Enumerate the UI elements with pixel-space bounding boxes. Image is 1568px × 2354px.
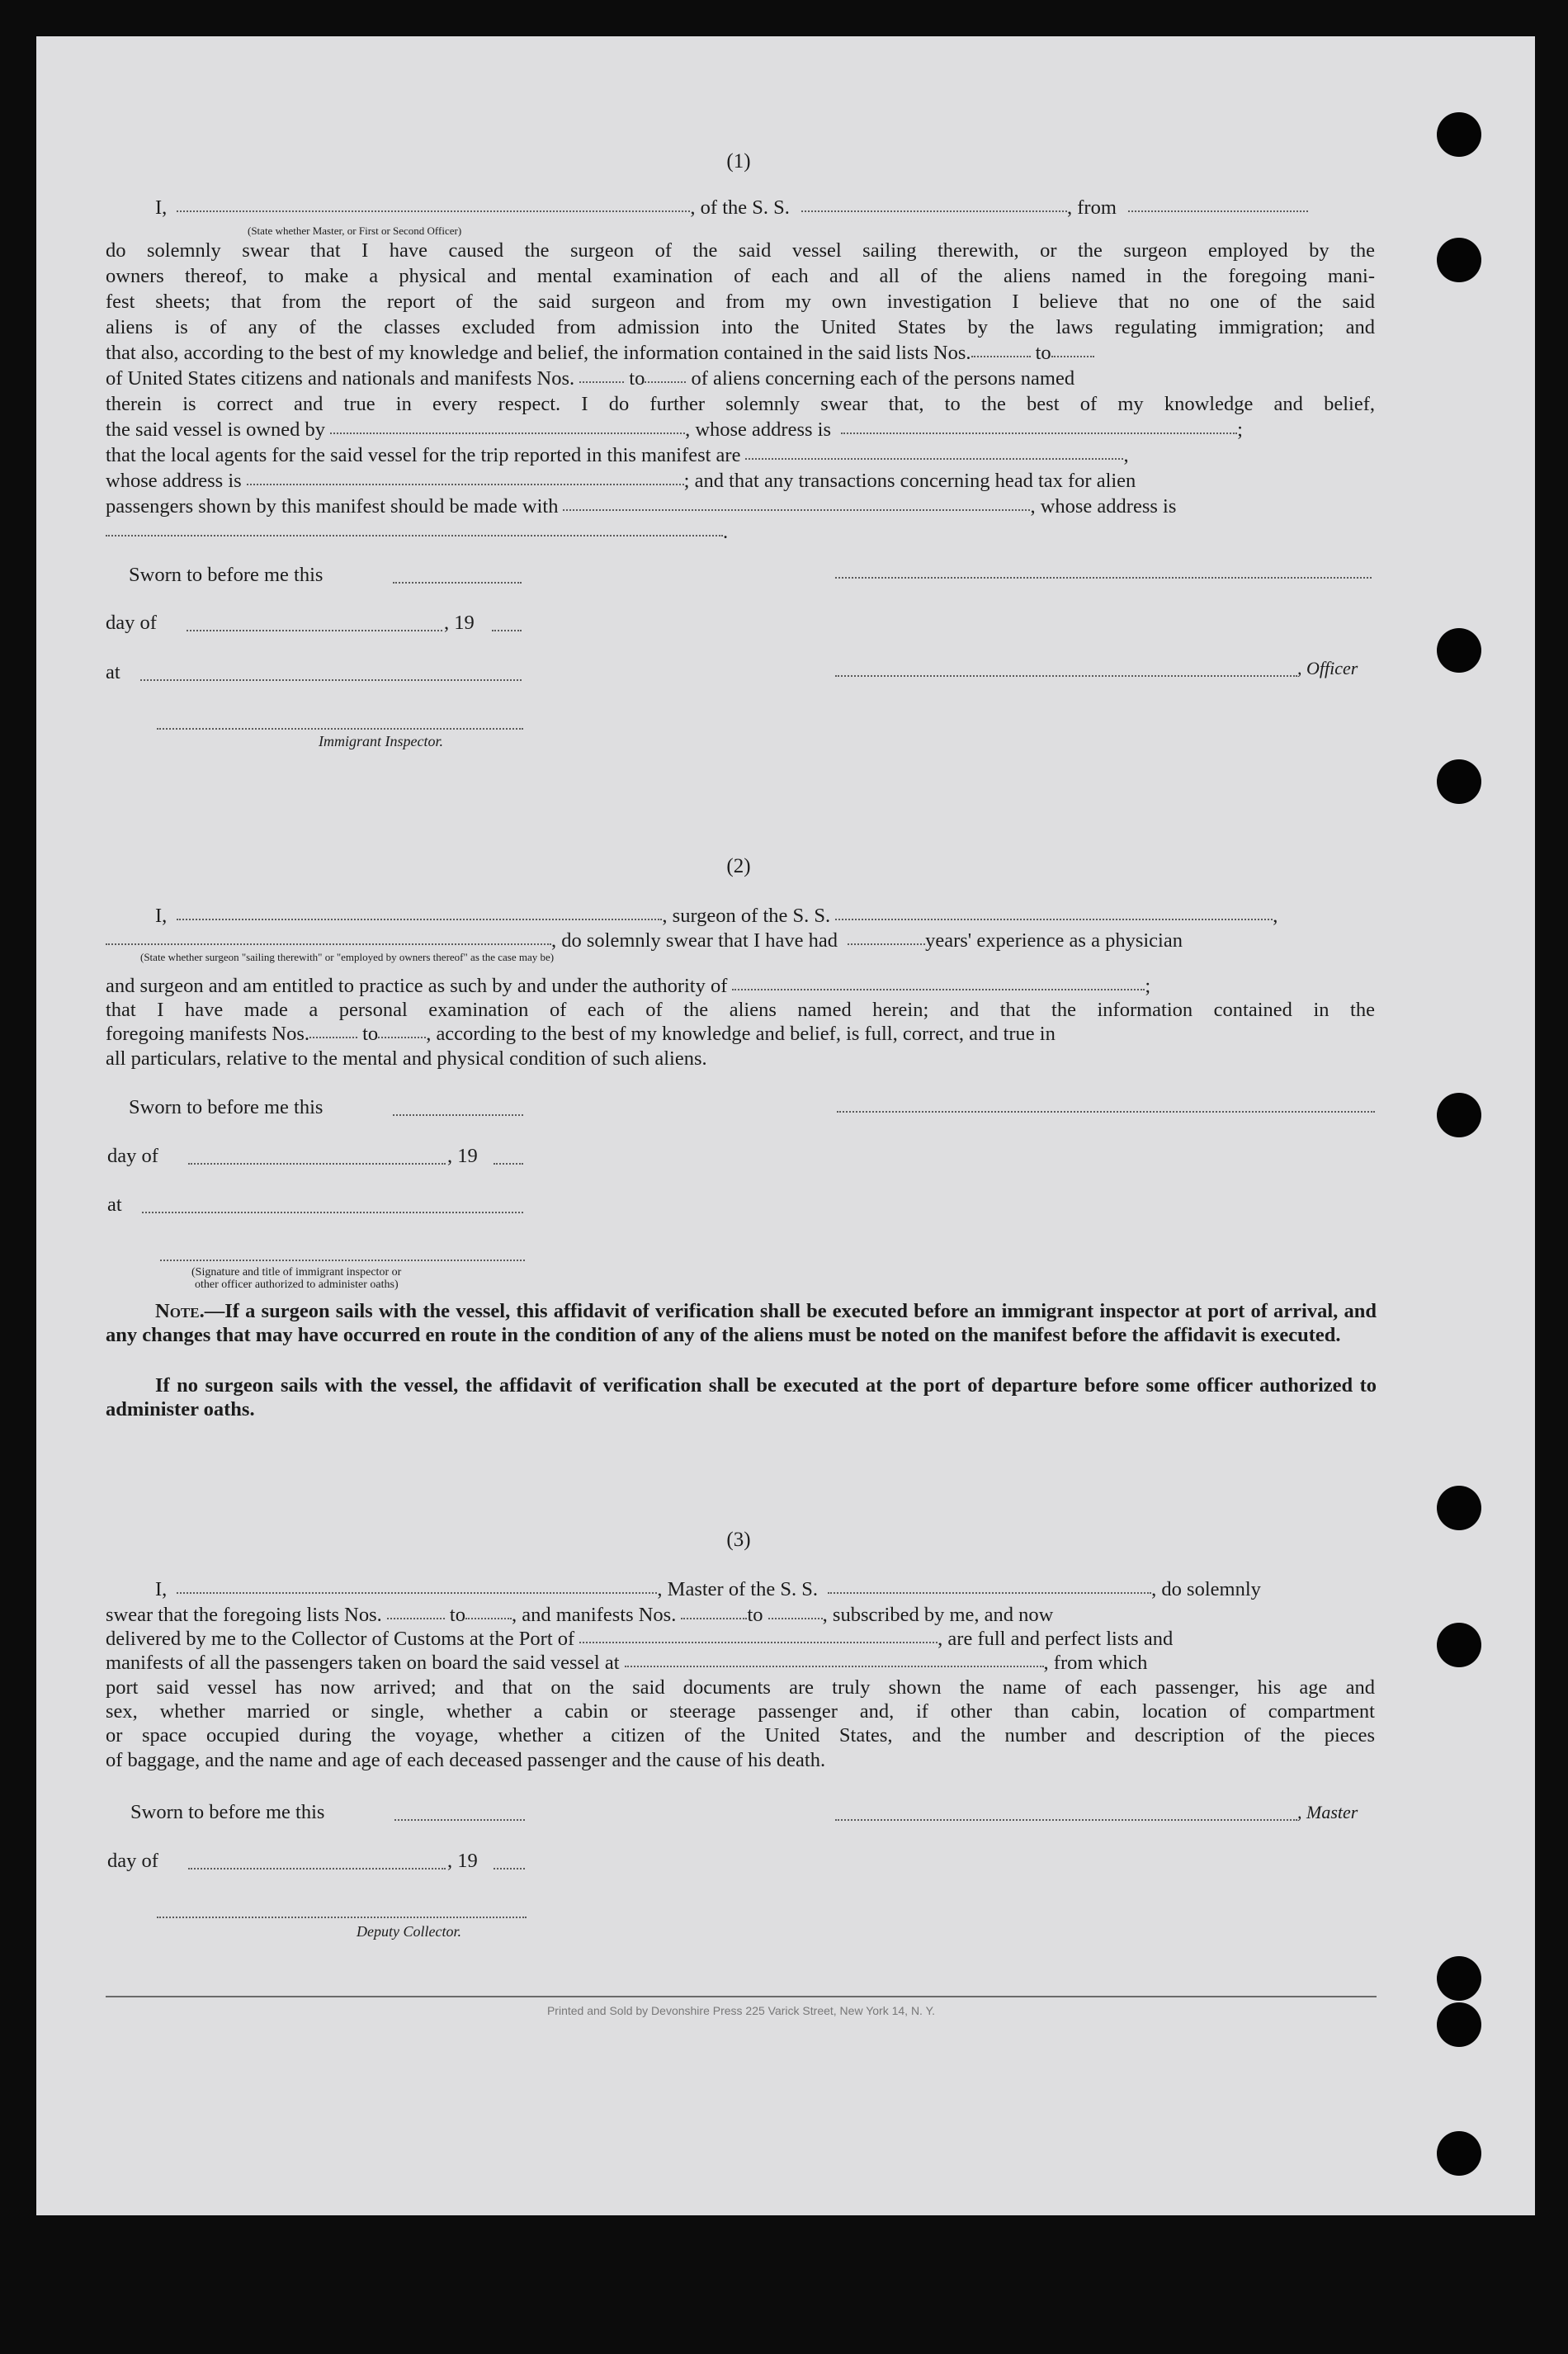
s1-line-9: the said vessel is owned by , whose address is ; (106, 418, 1243, 441)
s3-line-8: of baggage, and the name and age of each deceased passenger and the cause of his death. (106, 1749, 826, 1771)
s2-line-2: , do solemnly swear that I have had years' experience as a physician (106, 928, 1375, 953)
s2-signature-line (837, 1111, 1375, 1113)
s1-line-8: therein is correct and true in every respect. I do further solemnly swear that, to the best of my knowledge and belief, (106, 393, 1375, 415)
s2-line-6: all particulars, relative to the mental and physical condition of such aliens. (106, 1047, 707, 1070)
section-2-heading: (2) (726, 855, 751, 877)
s2-line-4: that I have made a personal examination of each of the aliens named herein; and that the information contained in the (106, 999, 1375, 1021)
section-1-heading: (1) (726, 150, 751, 173)
s2-signer-caption-2: other officer authorized to administer oaths) (195, 1279, 399, 1291)
binder-hole (1437, 2002, 1481, 2047)
s3-line-7: or space occupied during the voyage, whether a citizen of the United States, and the number and description of the pieces (106, 1724, 1375, 1747)
s3-day-of-label: day of (107, 1850, 158, 1872)
s1-line-5: aliens is of any of the classes excluded from admission into the United States by the laws regulating immigration; and (106, 316, 1375, 338)
s1-line-1: I, , of the S. S. , from (106, 195, 1375, 220)
binder-hole (1437, 1623, 1481, 1667)
s2-day-of-label: day of (107, 1145, 158, 1167)
s3-line-2: swear that the foregoing lists Nos. to , and manifests Nos. to , subscribed by me, and now (106, 1604, 1054, 1626)
s2-line-5: foregoing manifests Nos. to , according to the best of my knowledge and belief, is full, correct, and true in (106, 1023, 1056, 1045)
s1-line-7: of United States citizens and nationals and manifests Nos. to of aliens concerning each of the persons named (106, 367, 1075, 390)
binder-hole (1437, 238, 1481, 282)
s3-line-1: I, , Master of the S. S. , do solemnly (155, 1578, 1261, 1600)
s1-officer-signature-line (835, 577, 1372, 579)
s1-officer-line (835, 675, 1297, 677)
s1-line-3: owners thereof, to make a physical and mental examination of each and all of the aliens named in the foregoing mani- (106, 265, 1375, 287)
s2-year-blank (494, 1163, 523, 1165)
s1-day-of-label: day of (106, 612, 157, 634)
footer-rule (106, 1996, 1377, 1997)
s1-at-label: at (106, 661, 120, 683)
s2-signer-caption-1: (Signature and title of immigrant inspector or (191, 1266, 402, 1279)
s3-day-of-blank (188, 1868, 446, 1869)
s1-inspector-signature-line (157, 728, 523, 730)
s2-year-label: , 19 (447, 1145, 478, 1167)
s3-line-5: port said vessel has now arrived; and that on the said documents are truly shown the name of each passenger, his age and (106, 1676, 1375, 1699)
binder-hole (1437, 2131, 1481, 2176)
s1-at-blank (140, 679, 522, 681)
s3-master-signature-line (835, 1819, 1297, 1821)
s1-day-of-blank (187, 630, 442, 631)
s1-officer-label: , Officer (1297, 658, 1358, 678)
s2-at-blank (142, 1212, 523, 1213)
s3-year-label: , 19 (447, 1850, 478, 1872)
s1-line-12: passengers shown by this manifest should be made with , whose address is (106, 495, 1177, 518)
section-3-heading: (3) (726, 1529, 751, 1551)
s2-sworn-label: Sworn to before me this (129, 1096, 324, 1118)
s2-day-of-blank (188, 1163, 446, 1165)
s1-sworn-blank (393, 582, 522, 584)
note-text-1: —If a surgeon sails with the vessel, this affidavit of verification shall be executed before an immigrant inspector at port of arrival, and any changes that may have occurred en route in the condition of any of the aliens must be noted on the manifest before the affidavit is executed. (106, 1300, 1377, 1346)
note-lead: Note. (155, 1300, 205, 1322)
note-paragraph-2: If no surgeon sails with the vessel, the affidavit of verification shall be executed at the port of departure before some officer authorized to administer oaths. (106, 1374, 1377, 1420)
s3-line-3: delivered by me to the Collector of Customs at the Port of , are full and perfect lists and (106, 1628, 1174, 1650)
s1-line-2: do solemnly swear that I have caused the surgeon of the said vessel sailing therewith, or the surgeon employed by the (106, 239, 1375, 262)
s1-line-4: fest sheets; that from the report of the said surgeon and from my own investigation I believe that no one of the said (106, 291, 1375, 313)
binder-hole (1437, 1093, 1481, 1137)
s1-under-i-caption: (State whether Master, or First or Second Officer) (248, 225, 462, 237)
s1-line-11: whose address is ; and that any transactions concerning head tax for alien (106, 470, 1136, 492)
s2-under-i-caption: (State whether surgeon "sailing therewith" or "employed by owners thereof" as the case may be) (140, 951, 555, 963)
binder-hole (1437, 628, 1481, 673)
s3-line-4: manifests of all the passengers taken on board the said vessel at , from which (106, 1652, 1148, 1674)
s1-year-label: , 19 (444, 612, 475, 634)
s1-inspector-caption: Immigrant Inspector. (319, 733, 443, 749)
s2-line-3: and surgeon and am entitled to practice as such by and under the authority of ; (106, 975, 1151, 997)
binder-hole (1437, 1956, 1481, 2001)
s1-line-10: that the local agents for the said vessel for the trip reported in this manifest are , (106, 444, 1129, 466)
s2-at-label: at (107, 1194, 122, 1216)
binder-hole (1437, 759, 1481, 804)
s3-line-6: sex, whether married or single, whether a cabin or steerage passenger and, if other than cabin, location of compartment (106, 1700, 1375, 1723)
s1-line-6: that also, according to the best of my knowledge and belief, the information contained in the said lists Nos. to (106, 340, 1375, 366)
s3-collector-signature-line (157, 1917, 527, 1918)
binder-hole (1437, 1486, 1481, 1530)
s2-inspector-signature-line (160, 1260, 525, 1261)
s3-sworn-blank (394, 1819, 525, 1821)
s3-collector-caption: Deputy Collector. (357, 1923, 461, 1940)
s1-sworn-label: Sworn to before me this (129, 564, 324, 586)
s1-line-13: . (106, 519, 1375, 545)
printer-imprint: Printed and Sold by Devonshire Press 225 Varick Street, New York 14, N. Y. (546, 2004, 936, 2017)
s2-line-1: I, , surgeon of the S. S. , (155, 905, 1278, 927)
s3-sworn-label: Sworn to before me this (130, 1801, 325, 1823)
note-paragraph-1 (106, 1299, 1377, 1347)
s3-year-blank (494, 1868, 525, 1869)
s2-sworn-blank (393, 1114, 523, 1116)
s1-year-blank (492, 630, 522, 631)
s3-master-label: , Master (1297, 1802, 1358, 1822)
